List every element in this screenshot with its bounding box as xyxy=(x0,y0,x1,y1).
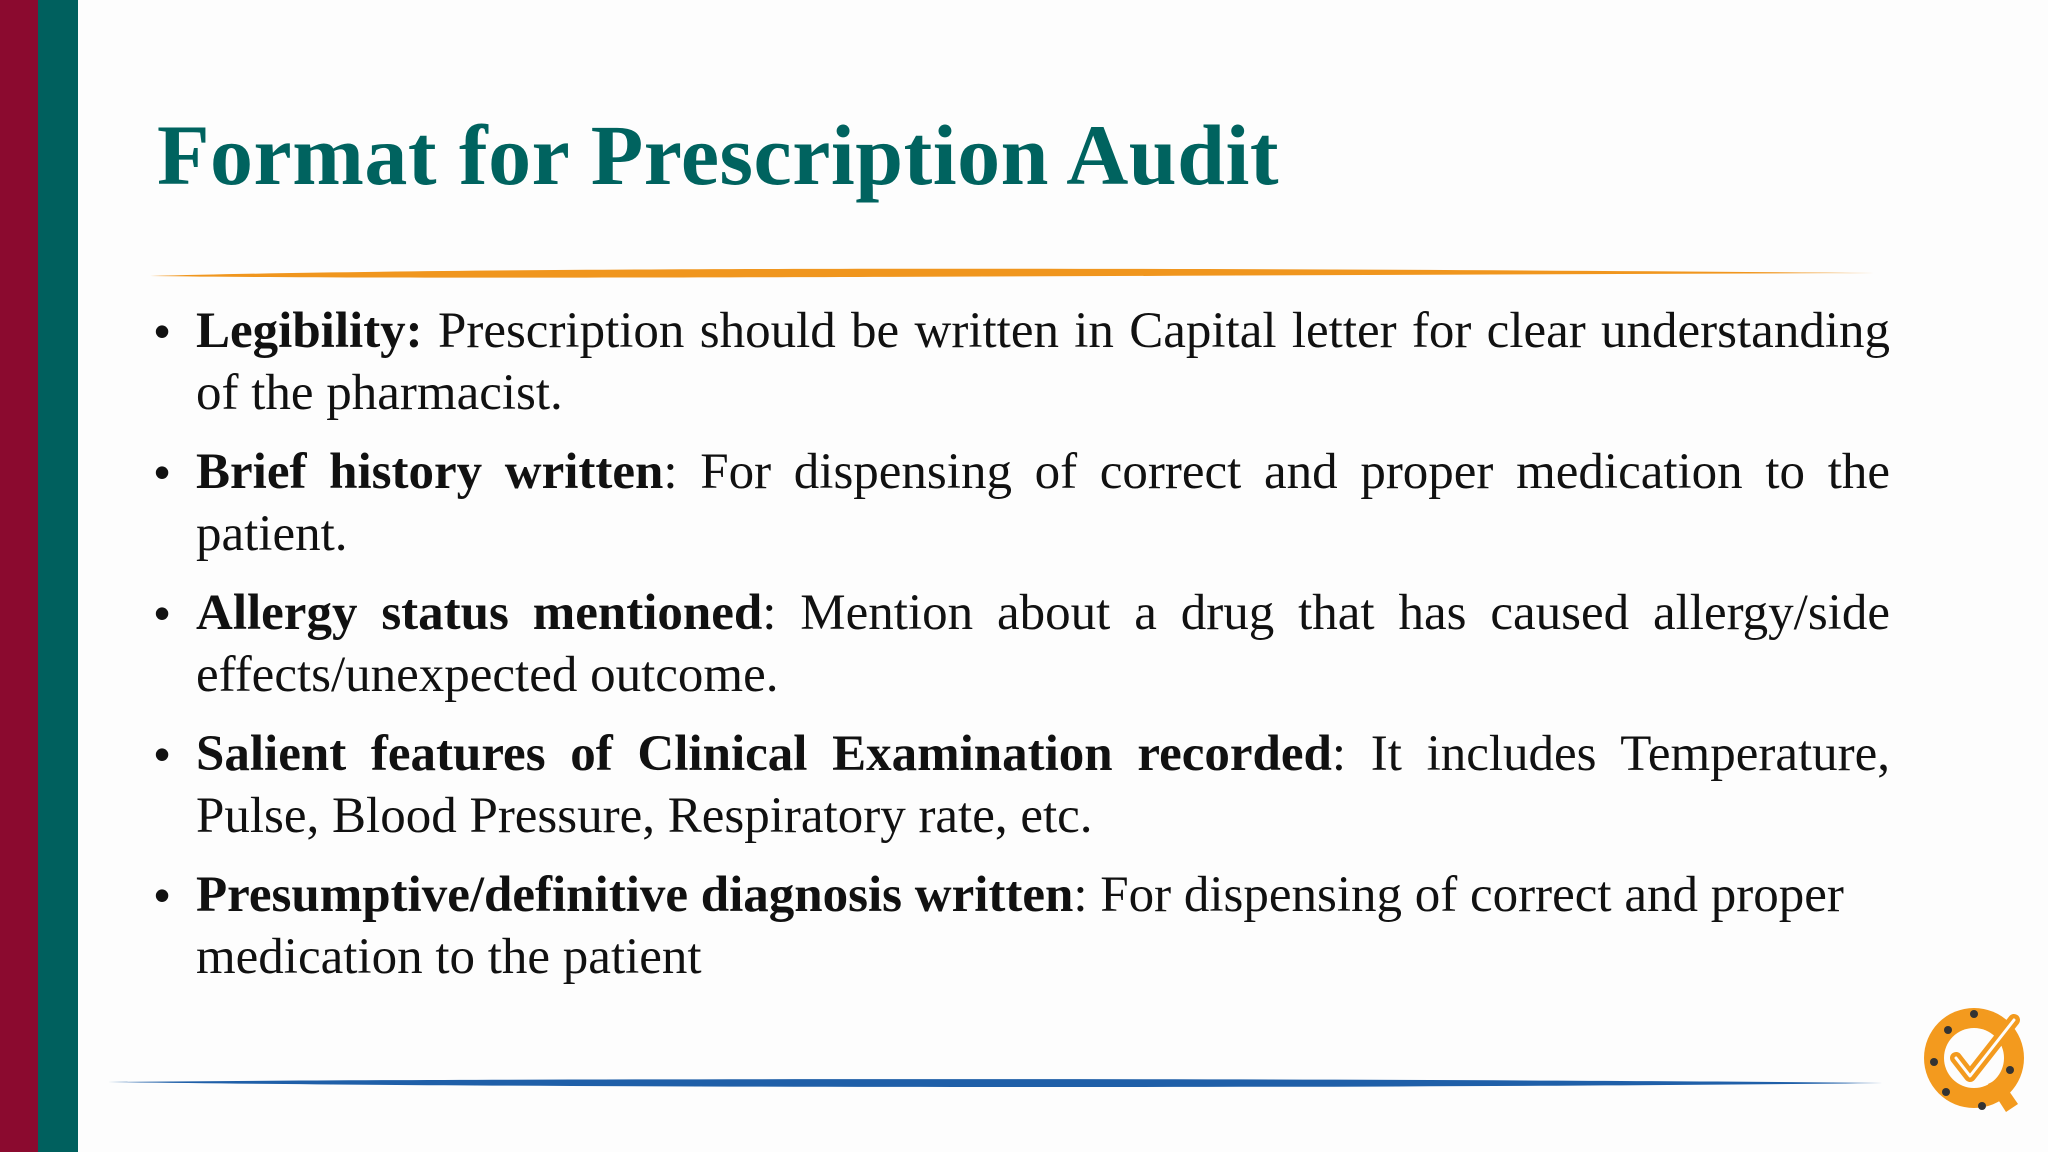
left-accent-bar-red xyxy=(0,0,38,1152)
item-text: : It includes Temperature, Pulse, Blood Pressure, Respiratory rate, etc. xyxy=(196,726,1890,844)
bullet-list xyxy=(150,300,1890,1005)
item-text: Prescription should be written in Capital letter for clear understanding of the pharmacist. xyxy=(196,303,1890,421)
list-item-legibility xyxy=(150,300,1890,424)
item-term: Allergy status mentioned xyxy=(196,585,763,641)
item-text: : Mention about a drug that has caused allergy/side effects/unexpected outcome. xyxy=(196,585,1890,703)
quality-checkmark-logo-icon xyxy=(1918,1000,2034,1124)
item-text: : For dispensing of correct and proper medication to the patient. xyxy=(196,444,1891,562)
list-item-diagnosis xyxy=(150,864,1890,988)
item-term: Salient features of Clinical Examination recorded xyxy=(196,726,1332,782)
item-term: Brief history written xyxy=(196,444,664,500)
item-term: Presumptive/definitive diagnosis written xyxy=(196,867,1074,923)
list-item-clinical-examination xyxy=(150,723,1890,847)
slide-title: Format for Prescription Audit xyxy=(157,107,1280,203)
list-item-allergy-status xyxy=(150,582,1890,706)
title-underline-orange xyxy=(150,264,1875,284)
left-accent-bar-teal xyxy=(38,0,78,1152)
list-item-brief-history xyxy=(150,441,1890,565)
item-text: : For dispensing of correct and proper medication to the patient xyxy=(196,867,1844,985)
footer-rule-blue xyxy=(108,1074,1883,1094)
item-term: Legibility: xyxy=(196,303,423,359)
